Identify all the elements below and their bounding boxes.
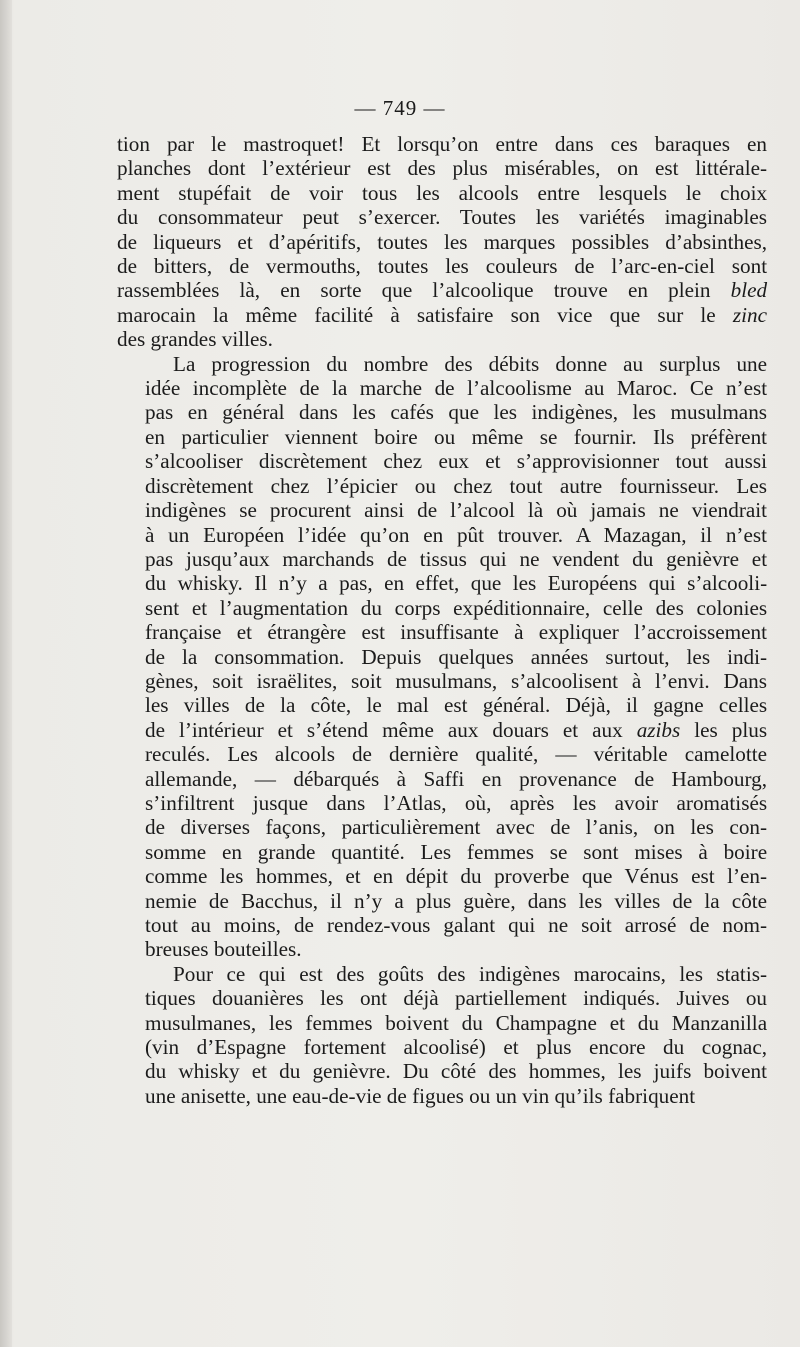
- text-line: idée incomplète de la marche de l’alcoolisme au Maroc. Ce n’est: [145, 376, 768, 401]
- text-line: de diverses façons, particulièrement avec de l’anis, on les con-: [145, 815, 768, 840]
- text-line: gènes, soit israëlites, soit musulmans, s’alcoolisent à l’envi. Dans: [145, 668, 767, 693]
- text-line: breuses bouteilles.: [145, 937, 302, 962]
- text-line: en particulier viennent boire ou même se fournir. Ils préfèrent: [145, 424, 768, 449]
- text-line: de bitters, de vermouths, toutes les couleurs de l’arc-en-ciel sont: [117, 254, 768, 279]
- text-line: marocain la même facilité à satisfaire son vice que sur le zinc: [117, 302, 768, 327]
- text-line: tiques douanières les ont déjà partiellement indiqués. Juives ou: [145, 986, 767, 1011]
- text-line: tion par le mastroquet! Et lorsqu’on entre dans ces baraques en: [117, 132, 767, 156]
- text-line: indigènes se procurent ainsi de l’alcool là où jamais ne viendrait: [145, 498, 768, 523]
- page-spine-shadow: [0, 0, 12, 1347]
- text-line: rassemblées là, en sorte que l’alcoolique trouve en plein bled: [117, 278, 768, 303]
- paragraph: [117, 132, 767, 352]
- text-line: allemande, — débarqués à Saffi en provenance de Hambourg,: [145, 766, 768, 791]
- text-line: reculés. Les alcools de dernière qualité, — véritable camelotte: [145, 742, 768, 767]
- text-line: comme les hommes, et en dépit du proverbe que Vénus est l’en-: [145, 864, 768, 889]
- text-line: française et étrangère est insuffisante à expliquer l’accroissement: [145, 620, 768, 645]
- paragraph: [117, 962, 767, 1108]
- page-number: — 749 —: [354, 96, 446, 120]
- text-line: ment stupéfait de voir tous les alcools entre lesquels le choix: [117, 180, 768, 205]
- text-line: les villes de la côte, le mal est général. Déjà, il gagne celles: [145, 693, 768, 718]
- text-line: de l’intérieur et s’étend même aux douars et aux azibs les plus: [145, 717, 768, 742]
- text-line: pas en général dans les cafés que les indigènes, les musulmans: [145, 400, 768, 425]
- paragraph: [117, 352, 767, 962]
- text-line: s’infiltrent jusque dans l’Atlas, où, après les avoir aromatisés: [145, 790, 768, 815]
- text-line: nemie de Bacchus, il n’y a plus guère, dans les villes de la côte: [145, 888, 768, 913]
- text-line: Pour ce qui est des goûts des indigènes marocains, les statis-: [173, 961, 768, 986]
- text-line: des grandes villes.: [117, 327, 273, 352]
- text-line: sent et l’augmentation du corps expéditionnaire, celle des colonies: [145, 595, 768, 620]
- text-line: du whisky et du genièvre. Du côté des hommes, les juifs boivent: [145, 1059, 768, 1084]
- text-line: pas jusqu’aux marchands de tissus qui ne vendent du genièvre et: [145, 546, 768, 571]
- text-line: La progression du nombre des débits donne au surplus une: [173, 351, 768, 376]
- text-line: tout au moins, de rendez-vous galant qui ne soit arrosé de nom-: [145, 913, 768, 937]
- body-text: [117, 132, 767, 1108]
- text-line: du whisky. Il n’y a pas, en effet, que les Européens qui s’alcooli-: [145, 571, 768, 596]
- text-line: s’alcooliser discrètement chez eux et s’approvisionner tout aussi: [145, 449, 768, 474]
- text-line: à un Européen l’idée qu’on en pût trouver. A Mazagan, il n’est: [145, 522, 767, 547]
- text-line: de la consommation. Depuis quelques années surtout, les indi-: [145, 644, 768, 669]
- text-line: somme en grande quantité. Les femmes se sont mises à boire: [145, 839, 768, 864]
- text-line: une anisette, une eau-de-vie de figues ou un vin qu’ils fabriquent: [145, 1083, 696, 1108]
- text-line: du consommateur peut s’exercer. Toutes les variétés imaginables: [117, 205, 768, 230]
- text-line: planches dont l’extérieur est des plus misérables, on est littérale-: [117, 156, 768, 181]
- text-line: discrètement chez l’épicier ou chez tout autre fournisseur. Les: [145, 473, 768, 498]
- text-line: de liqueurs et d’apéritifs, toutes les marques possibles d’absinthes,: [117, 229, 768, 254]
- text-line: (vin d’Espagne fortement alcoolisé) et plus encore du cognac,: [145, 1035, 768, 1060]
- text-line: musulmanes, les femmes boivent du Champagne et du Manzanilla: [145, 1010, 768, 1035]
